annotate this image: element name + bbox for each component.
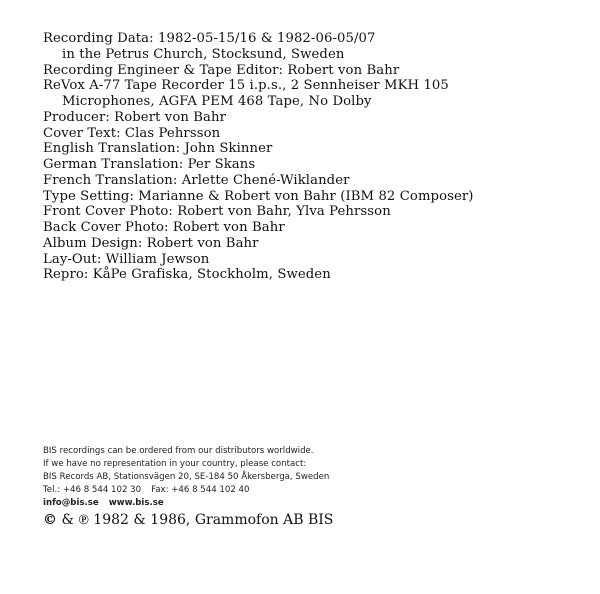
credit-line: Type Setting: Marianne & Robert von Bahr (IBM 82 Composer): [43, 188, 474, 204]
contact-web-line: [43, 497, 329, 510]
contact-line: BIS recordings can be ordered from our distributors worldwide.: [43, 446, 314, 456]
credit-line: Microphones, AGFA PEM 468 Tape, No Dolby: [62, 94, 372, 109]
contact-phone-line: [43, 484, 329, 497]
credit-line: Back Cover Photo: Robert von Bahr: [43, 220, 285, 235]
credit-line: Album Design: Robert von Bahr: [43, 235, 259, 251]
credit-line: Repro: KåPe Grafiska, Stockholm, Sweden: [43, 267, 331, 283]
copyright-text: 1982 & 1986, Grammofon AB BIS: [93, 512, 334, 528]
credit-line: ReVox A-77 Tape Recorder 15 i.p.s., 2 Sennheiser MKH 105: [43, 78, 449, 94]
email-link[interactable]: info@bis.se: [43, 498, 99, 508]
credit-line: in the Petrus Church, Stocksund, Sweden: [62, 46, 345, 62]
contact-info: [43, 445, 329, 510]
credit-line: Cover Text: Clas Pehrsson: [43, 125, 221, 141]
phonogram-symbol-icon: ℗: [78, 512, 89, 528]
telephone: Tel.: +46 8 544 102 30: [43, 485, 142, 495]
credit-line: Recording Data: 1982-05-15/16 & 1982-06-05/07: [43, 31, 376, 46]
credit-line: Front Cover Photo: Robert von Bahr, Ylva Pehrsson: [43, 204, 391, 220]
contact-address: BIS Records AB, Stationsvägen 20, SE-184 50 Åkersberga, Sweden: [43, 472, 330, 482]
copyright-notice: [43, 512, 333, 529]
credit-line: Recording Engineer & Tape Editor: Robert von Bahr: [43, 62, 400, 78]
credit-line: Lay-Out: William Jewson: [43, 251, 210, 267]
credit-line: English Translation: John Skinner: [43, 141, 273, 157]
credit-line: Producer: Robert von Bahr: [43, 109, 227, 125]
credits-list: [43, 31, 474, 283]
contact-line: If we have no representation in your country, please contact:: [43, 459, 307, 469]
website-link[interactable]: www.bis.se: [108, 498, 164, 508]
fax: Fax: +46 8 544 102 40: [151, 485, 250, 495]
credit-line: German Translation: Per Skans: [43, 157, 256, 172]
ampersand: &: [61, 512, 74, 528]
credit-line: French Translation: Arlette Chené-Wiklander: [43, 172, 350, 188]
copyright-symbol-icon: ©: [43, 512, 57, 528]
